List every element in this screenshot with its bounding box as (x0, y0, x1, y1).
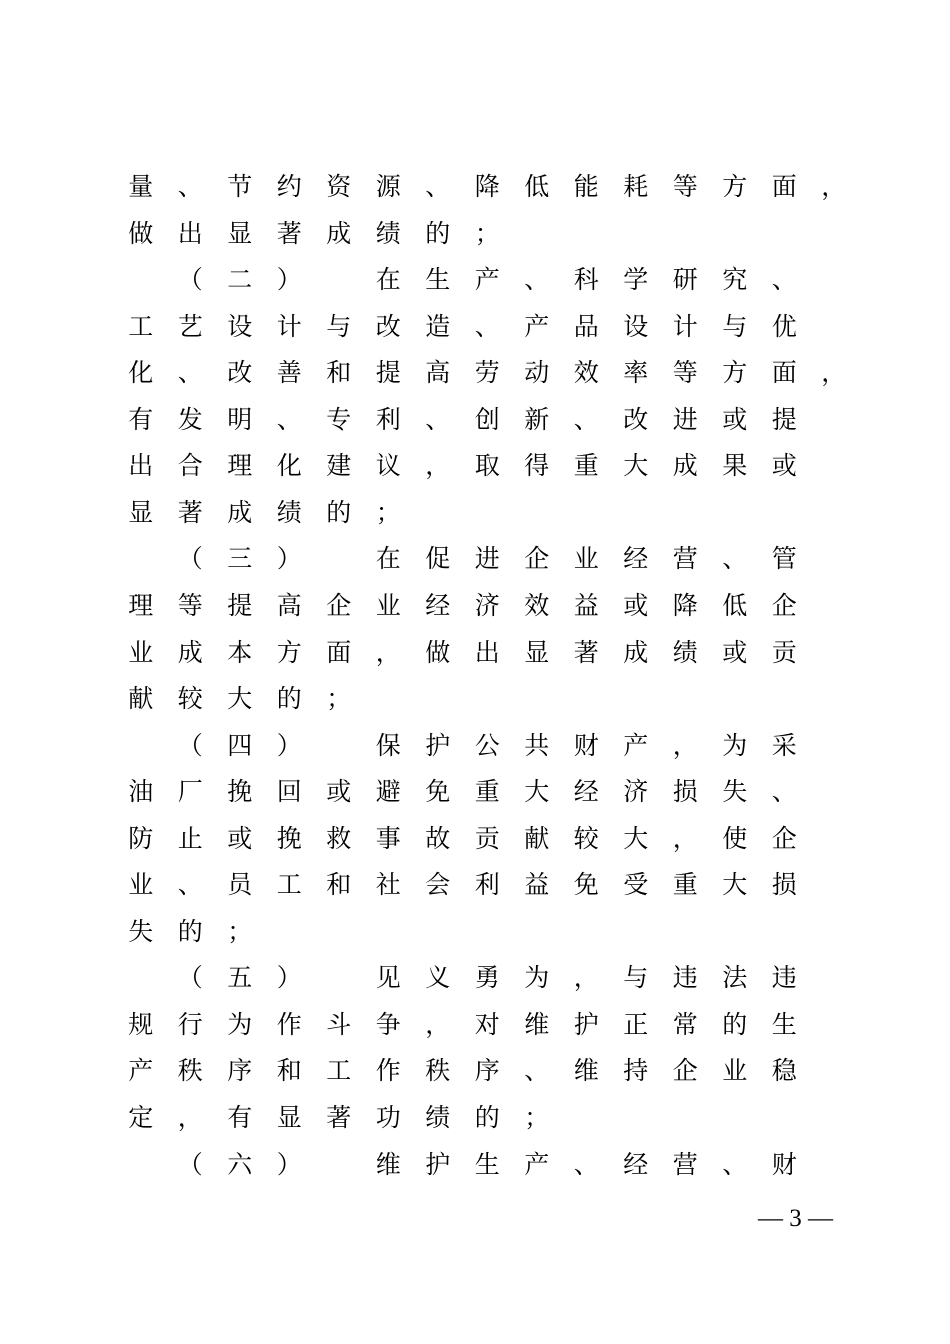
text-line: 规 行 为 作 斗 争 ， 对 维 护 正 常 的 生 (128, 1009, 797, 1039)
text-line: 出 合 理 化 建 议 ， 取 得 重 大 成 果 或 (128, 451, 797, 481)
text-line: 防 止 或 挽 救 事 故 贡 献 较 大 ， 使 企 (128, 823, 797, 853)
text-line: 业 成 本 方 面 ， 做 出 显 著 成 绩 或 贡 (128, 637, 797, 667)
text-line: （ 六 ） 维 护 生 产 、 经 营 、 财 (177, 1149, 797, 1179)
text-line: （ 二 ） 在 生 产 、 科 学 研 究 、 (177, 265, 797, 295)
text-line: 化 、 改 善 和 提 高 劳 动 效 率 等 方 面 ， (128, 358, 847, 388)
text-line: 工 艺 设 计 与 改 造 、 产 品 设 计 与 优 (128, 311, 797, 341)
text-line: 产 秩 序 和 工 作 秩 序 、 维 持 企 业 稳 (128, 1056, 797, 1086)
text-line: 业 、 员 工 和 社 会 利 益 免 受 重 大 损 (128, 870, 797, 900)
text-line: 有 发 明 、 专 利 、 创 新 、 改 进 或 提 (128, 404, 797, 434)
text-line: 量 、 节 约 资 源 、 降 低 能 耗 等 方 面 ， (128, 172, 847, 201)
text-line: 做 出 显 著 成 绩 的 ； (128, 218, 500, 248)
text-line: 理 等 提 高 企 业 经 济 效 益 或 降 低 企 (128, 590, 797, 620)
text-line: 失 的 ； (128, 916, 253, 946)
text-line: 定 ， 有 显 著 功 绩 的 ； (128, 1103, 550, 1132)
text-line: （ 四 ） 保 护 公 共 财 产 ， 为 采 (177, 730, 797, 760)
text-line: （ 五 ） 见 义 勇 为 ， 与 违 法 违 (177, 963, 797, 993)
text-line: 献 较 大 的 ； (128, 684, 352, 714)
text-line: 油 厂 挽 回 或 避 免 重 大 经 济 损 失 、 (128, 777, 797, 807)
page-number: — 3 — (758, 1205, 833, 1232)
text-line: 显 著 成 绩 的 ； (128, 497, 401, 527)
text-line: （ 三 ） 在 促 进 企 业 经 营 、 管 (177, 544, 797, 574)
